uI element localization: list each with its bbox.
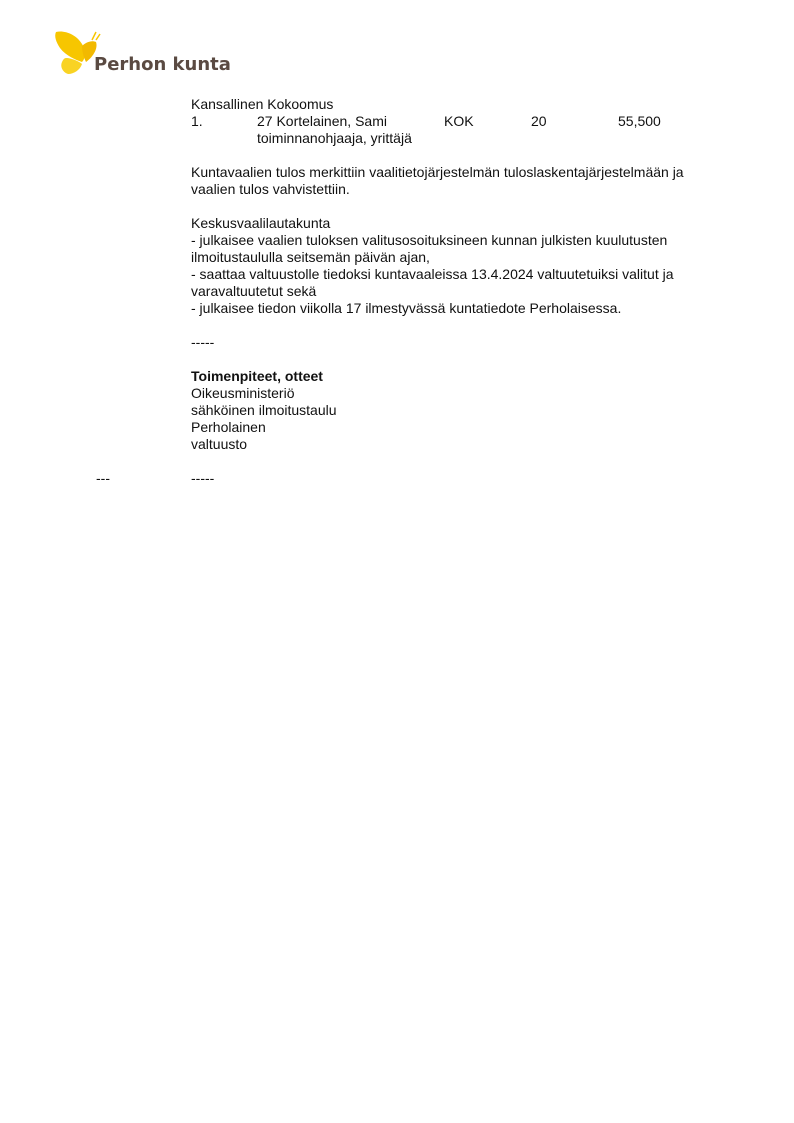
action-item-1: - julkaisee vaalien tuloksen valitusosoituksineen kunnan julkisten kuulutusten ilmoitustaululla seitsemän päivän ajan, xyxy=(191,232,668,265)
candidate-votes: 20 xyxy=(531,113,547,129)
footer-left-marker: --- xyxy=(96,470,110,486)
footer-right-marker: ----- xyxy=(191,470,215,486)
candidate-party: KOK xyxy=(444,113,474,129)
action-item-3: - julkaisee tiedon viikolla 17 ilmestyvässä kuntatiedote Perholaisessa. xyxy=(191,300,622,316)
document-body xyxy=(191,96,711,453)
logo-text: Perhon kunta xyxy=(94,54,231,75)
separator: ----- xyxy=(191,334,215,350)
comparison-number: 55,500 xyxy=(618,113,661,129)
municipality-logo xyxy=(52,28,231,80)
recipient-item: Perholainen xyxy=(191,419,266,435)
action-item-2: - saattaa valtuustolle tiedoksi kuntavaaleissa 13.4.2024 valtuutetuiksi valitut ja varavaltuutetut sekä xyxy=(191,266,674,299)
recipient-item: valtuusto xyxy=(191,436,248,452)
result-row xyxy=(191,113,711,130)
committee-title: Keskusvaalilautakunta xyxy=(191,215,331,231)
result-rank: 1. xyxy=(191,113,203,129)
candidate-name: 27 Kortelainen, Sami xyxy=(257,113,387,129)
candidate-occupation: toiminnanohjaaja, yrittäjä xyxy=(257,130,412,146)
recipient-item: Oikeusministeriö xyxy=(191,385,295,401)
recipient-item: sähköinen ilmoitustaulu xyxy=(191,402,337,418)
measures-title: Toimenpiteet, otteet xyxy=(191,368,323,384)
party-heading: Kansallinen Kokoomus xyxy=(191,96,334,112)
result-recorded-paragraph: Kuntavaalien tulos merkittiin vaalitietojärjestelmän tuloslaskentajärjestelmään ja vaalien tulos vahvistettiin. xyxy=(191,164,684,197)
